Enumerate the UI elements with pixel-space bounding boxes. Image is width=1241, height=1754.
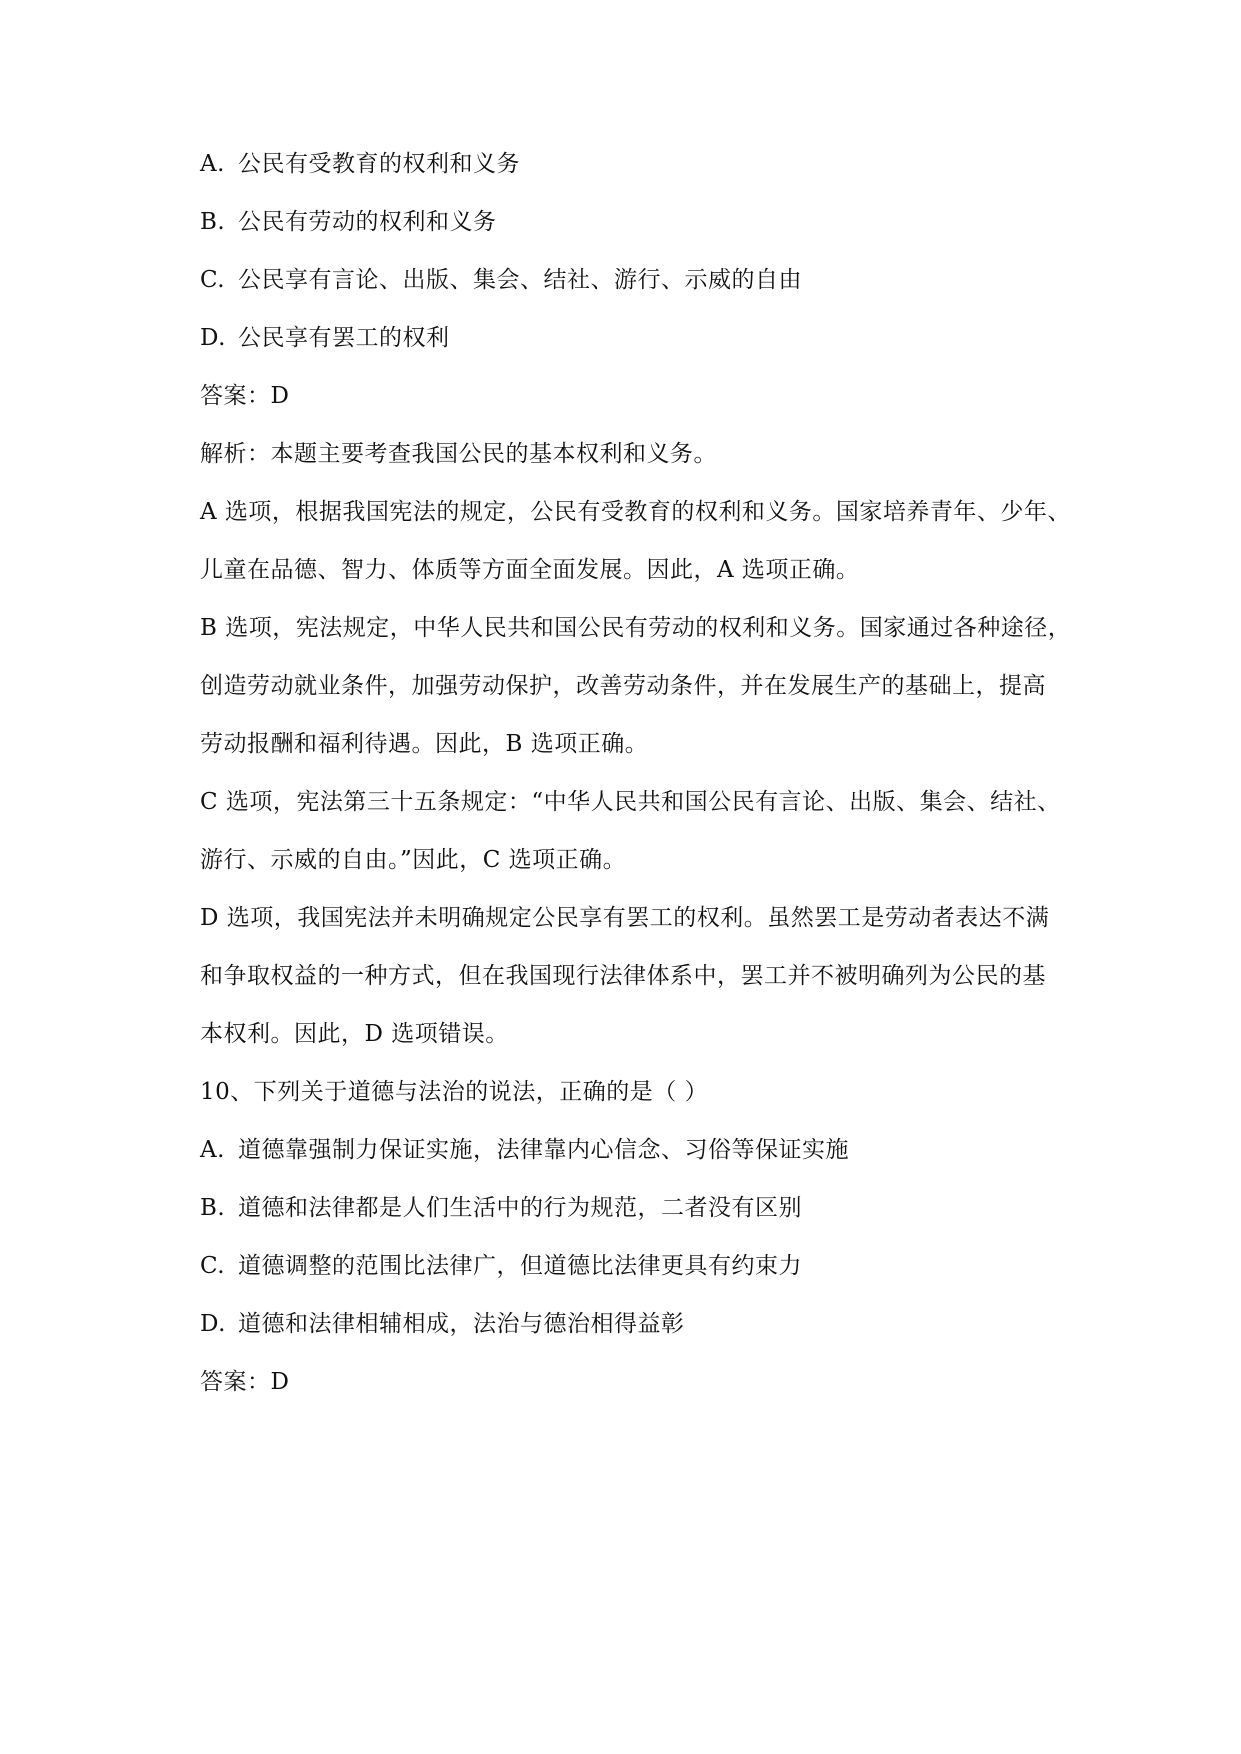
option-text: 道德和法律相辅相成，法治与德治相得益彰 — [238, 1311, 685, 1337]
q10-option-a — [200, 1134, 1100, 1166]
option-letter: C. — [200, 267, 226, 293]
q9-analysis-line: 劳动报酬和福利待遇。因此，B 选项正确。 — [200, 731, 649, 757]
q9-analysis-line: 本权利。因此，D 选项错误。 — [200, 1021, 509, 1047]
q9-analysis-line: 创造劳动就业条件，加强劳动保护，改善劳动条件，并在发展生产的基础上，提高 — [200, 673, 1046, 699]
option-letter: A. — [200, 151, 225, 177]
option-text: 公民享有罢工的权利 — [238, 325, 450, 351]
q9-analysis-line: B 选项，宪法规定，中华人民共和国公民有劳动的权利和义务。国家通过各种途径， — [200, 615, 1072, 641]
q9-analysis-line: C 选项，宪法第三十五条规定：“中华人民共和国公民有言论、出版、集会、结社、 — [200, 789, 1061, 815]
q9-option-b — [200, 206, 1100, 238]
q9-analysis-line: 解析：本题主要考查我国公民的基本权利和义务。 — [200, 441, 717, 467]
q9-option-d — [200, 322, 1100, 354]
q10-answer: 答案：D — [200, 1369, 290, 1395]
option-text: 公民有劳动的权利和义务 — [238, 209, 497, 235]
q9-answer: 答案：D — [200, 383, 290, 409]
option-letter: A. — [200, 1137, 225, 1163]
option-letter: C. — [200, 1253, 226, 1279]
option-text: 道德靠强制力保证实施，法律靠内心信念、习俗等保证实施 — [238, 1137, 849, 1163]
option-text: 公民有受教育的权利和义务 — [238, 151, 520, 177]
option-text: 道德调整的范围比法律广，但道德比法律更具有约束力 — [238, 1253, 802, 1279]
q10-option-c — [200, 1250, 1100, 1282]
option-letter: D. — [200, 1311, 226, 1337]
q9-option-c — [200, 264, 1100, 296]
q10-option-b — [200, 1192, 1100, 1224]
q9-analysis-line: A 选项，根据我国宪法的规定，公民有受教育的权利和义务。国家培养青年、少年、 — [200, 499, 1071, 525]
q9-option-a — [200, 148, 1100, 180]
option-letter: D. — [200, 325, 226, 351]
option-letter: B. — [200, 1195, 226, 1221]
option-text: 道德和法律都是人们生活中的行为规范，二者没有区别 — [238, 1195, 802, 1221]
q9-analysis-line: 和争取权益的一种方式，但在我国现行法律体系中，罢工并不被明确列为公民的基 — [200, 963, 1046, 989]
q10-question: 10、下列关于道德与法治的说法，正确的是（ ） — [200, 1079, 709, 1105]
q9-analysis-line: D 选项，我国宪法并未明确规定公民享有罢工的权利。虽然罢工是劳动者表达不满 — [200, 905, 1050, 931]
q10-option-d — [200, 1308, 1100, 1340]
option-text: 公民享有言论、出版、集会、结社、游行、示威的自由 — [238, 267, 802, 293]
q9-analysis-line: 游行、示威的自由。”因此，C 选项正确。 — [200, 847, 627, 873]
option-letter: B. — [200, 209, 226, 235]
q9-analysis-line: 儿童在品德、智力、体质等方面全面发展。因此，A 选项正确。 — [200, 557, 860, 583]
